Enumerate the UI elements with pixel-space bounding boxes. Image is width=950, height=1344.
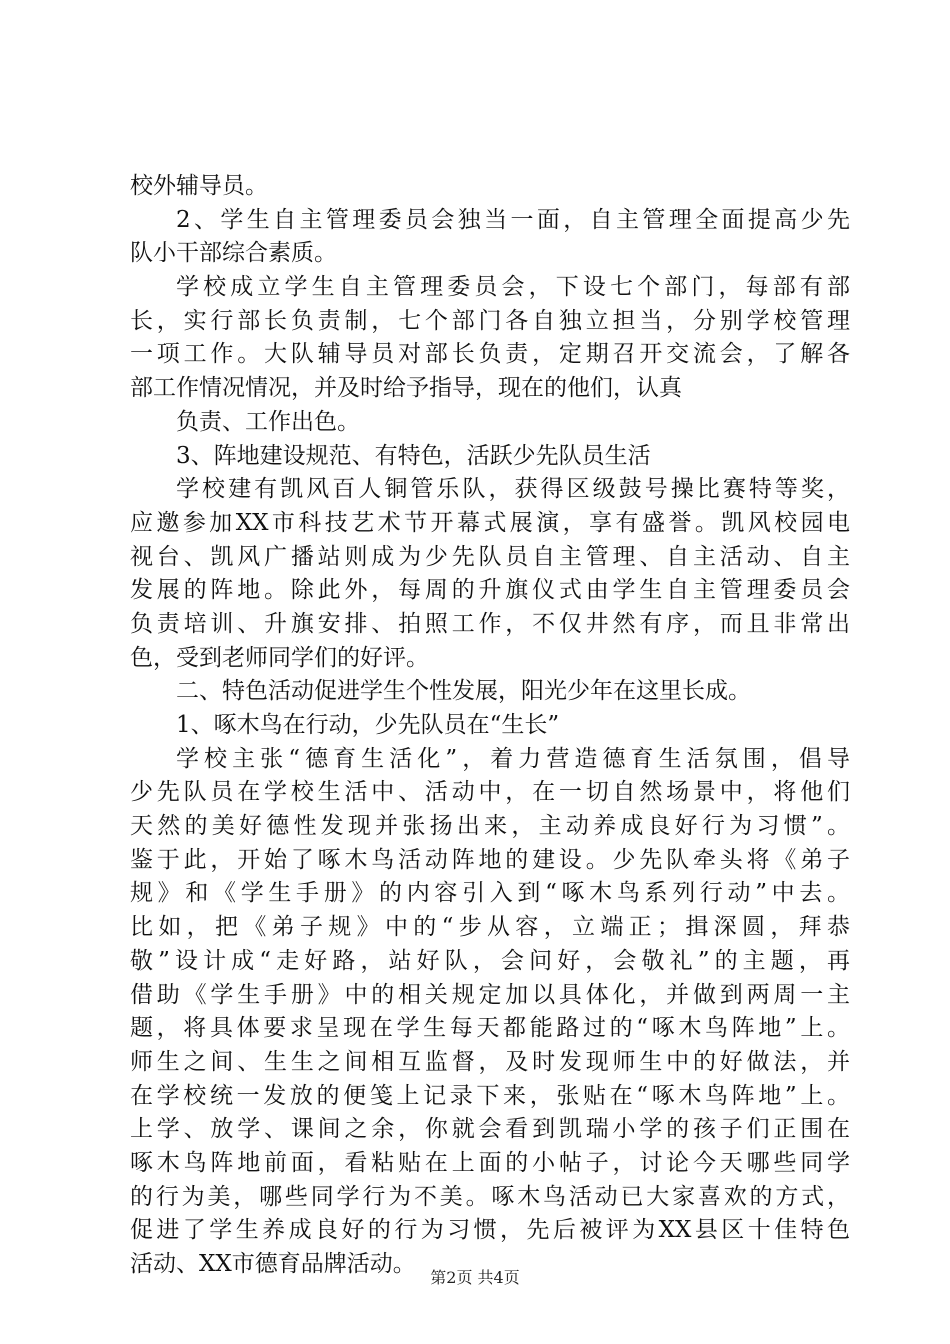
- text-line: 啄木鸟阵地前面，看粘贴在上面的小帖子，讨论今天哪些同学: [130, 1149, 850, 1176]
- text-line: 视台、凯风广播站则成为少先队员自主管理、自主活动、自主: [130, 543, 850, 570]
- text-line: 2、学生自主管理委员会独当一面，自主管理全面提高少先: [176, 206, 850, 233]
- document-body: [130, 170, 850, 1282]
- text-line: 学校成立学生自主管理委员会，下设七个部门，每部有部: [176, 274, 850, 301]
- text-line: 学校主张“德育生活化”，着力营造德育生活氛围，倡导: [176, 745, 850, 772]
- text-line: 3、阵地建设规范、有特色，活跃少先队员生活: [176, 442, 651, 469]
- text-line: 活动、XX市德育品牌活动。: [130, 1251, 416, 1277]
- text-line: 敬”设计成“走好路，站好队，会问好，会敬礼”的主题，再: [130, 947, 850, 974]
- text-line: 色，受到老师同学们的好评。: [130, 644, 429, 671]
- text-line: 借助《学生手册》中的相关规定加以具体化，并做到两周一主: [130, 981, 850, 1008]
- text-line: 一项工作。大队辅导员对部长负责，定期召开交流会，了解各: [130, 341, 850, 368]
- text-line: 发展的阵地。除此外，每周的升旗仪式由学生自主管理委员会: [130, 577, 850, 604]
- text-line: 负责、工作出色。: [176, 408, 360, 435]
- text-line: 比如，把《弟子规》中的“步从容，立端正；揖深圆，拜恭: [130, 914, 850, 941]
- text-line: 上学、放学、课间之余，你就会看到凯瑞小学的孩子们正围在: [130, 1116, 850, 1143]
- text-line: 学校建有凯风百人铜管乐队，获得区级鼓号操比赛特等奖，: [176, 476, 850, 503]
- text-line: 长，实行部长负责制，七个部门各自独立担当，分别学校管理: [130, 307, 850, 334]
- text-line: 队小干部综合素质。: [130, 240, 337, 267]
- text-line: 负责培训、升旗安排、拍照工作，不仅井然有序，而且非常出: [130, 610, 850, 637]
- page-footer: 第2页 共4页: [430, 1268, 520, 1287]
- text-line: 天然的美好德性发现并张扬出来，主动养成良好行为习惯”。: [130, 813, 850, 840]
- text-line: 在学校统一发放的便笺上记录下来，张贴在“啄木鸟阵地”上。: [130, 1082, 850, 1109]
- text-line: 应邀参加XX市科技艺术节开幕式展演，享有盛誉。凯风校园电: [130, 509, 850, 536]
- text-line: 1、啄木鸟在行动，少先队员在“生长”: [176, 712, 560, 738]
- text-line: 二、特色活动促进学生个性发展，阳光少年在这里长成。: [176, 678, 751, 705]
- text-line: 鉴于此，开始了啄木鸟活动阵地的建设。少先队牵头将《弟子: [130, 846, 850, 873]
- text-line: 部工作情况情况，并及时给予指导，现在的他们，认真: [130, 375, 682, 402]
- text-line: 师生之间、生生之间相互监督，及时发现师生中的好做法，并: [130, 1048, 850, 1075]
- text-line: 的行为美，哪些同学行为不美。啄木鸟活动已大家喜欢的方式，: [130, 1183, 850, 1210]
- text-line: 题，将具体要求呈现在学生每天都能路过的“啄木鸟阵地”上。: [130, 1015, 850, 1042]
- text-line: 校外辅导员。: [130, 173, 268, 199]
- text-line: 少先队员在学校生活中、活动中，在一切自然场景中，将他们: [130, 779, 850, 806]
- text-line: 促进了学生养成良好的行为习惯，先后被评为XX县区十佳特色: [130, 1217, 850, 1244]
- text-line: 规》和《学生手册》的内容引入到“啄木鸟系列行动”中去。: [130, 880, 850, 907]
